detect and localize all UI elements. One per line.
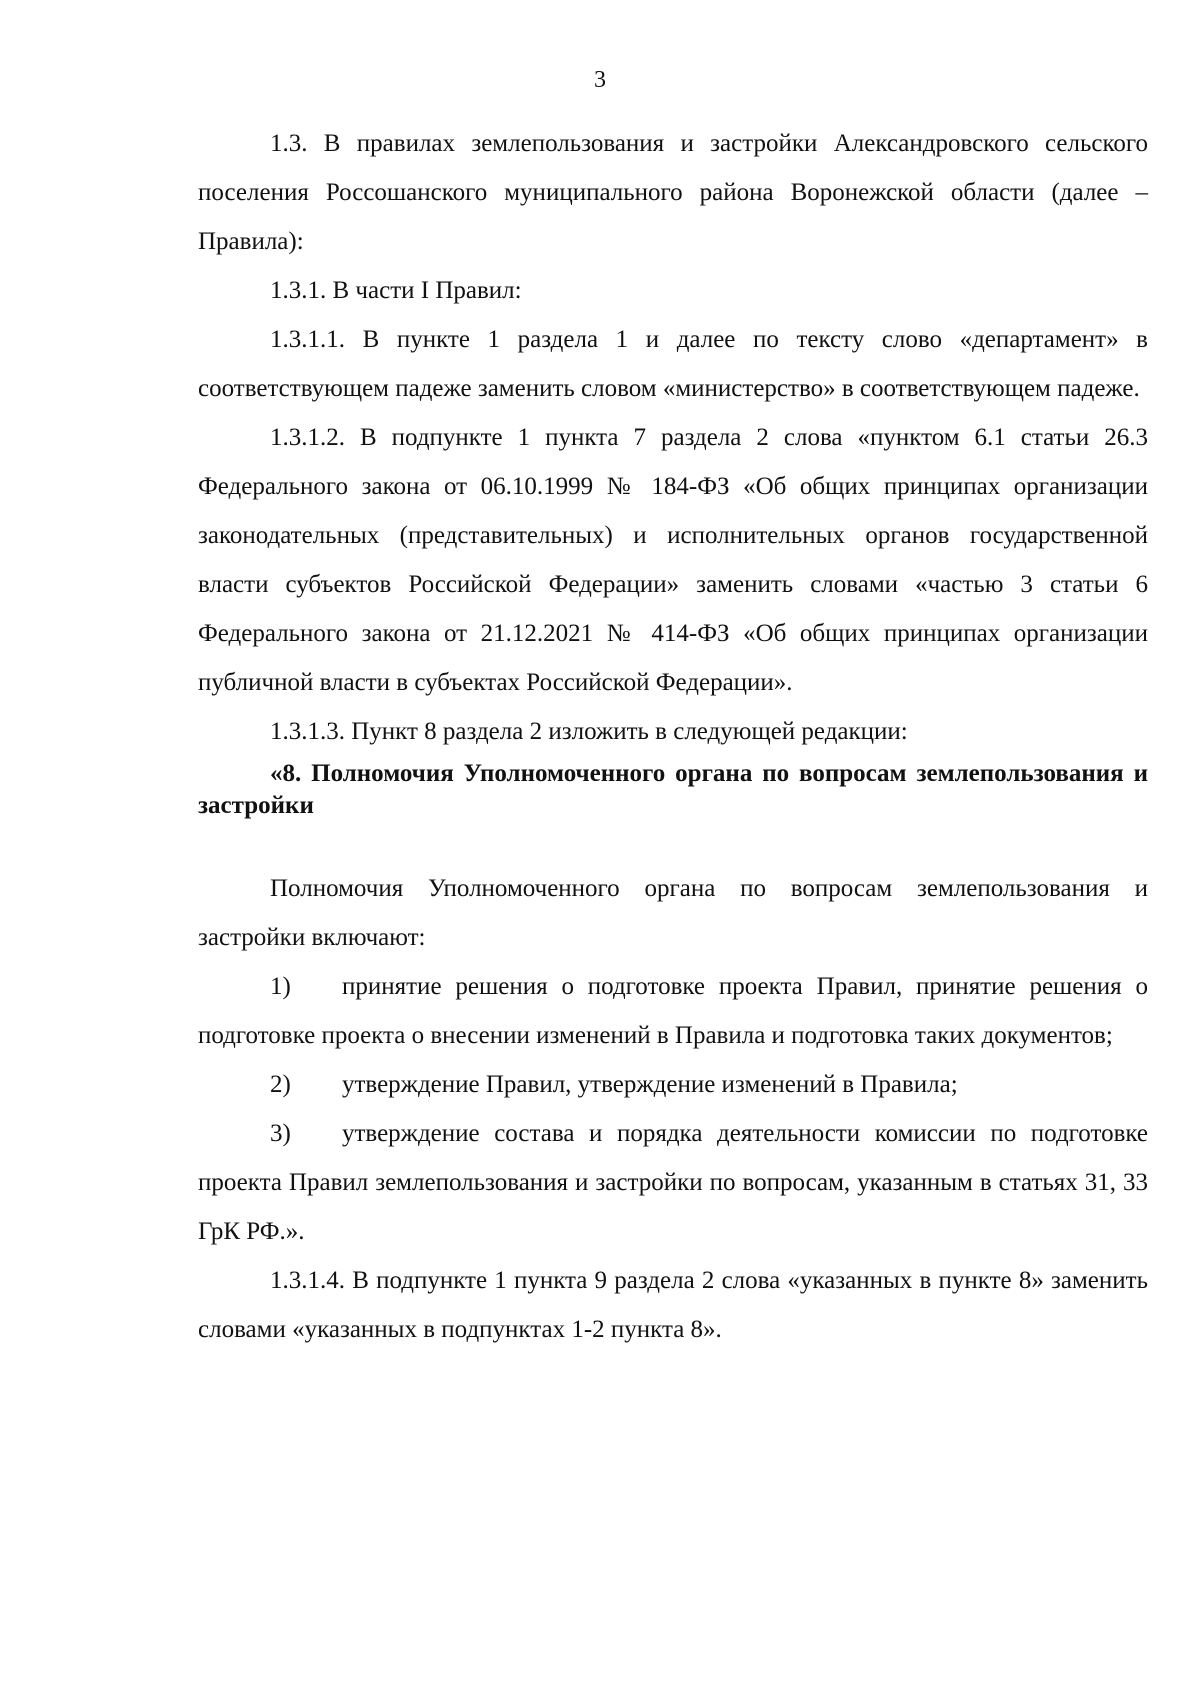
- list-item: [198, 962, 1148, 1060]
- page-number: 3: [594, 67, 606, 93]
- heading-spacer: [198, 822, 1148, 864]
- list-marker: 3): [270, 1120, 291, 1147]
- list-marker: 2): [270, 1071, 291, 1098]
- document-body: [198, 119, 1148, 1354]
- list-item: [198, 1060, 1148, 1109]
- paragraph-1-3-1-1: 1.3.1.1. В пункте 1 раздела 1 и далее по тексту слово «департамент» в соответствующем падеже заменить словом «министерство» в соответствующем падеже.: [198, 326, 1148, 402]
- paragraph-1-3-1-4: 1.3.1.4. В подпункте 1 пункта 9 раздела 2 слова «указанных в пункте 8» заменить словами «указанных в подпунктах 1-2 пункта 8».: [198, 1267, 1148, 1343]
- list-item: [198, 1109, 1148, 1256]
- list-item-text: утверждение Правил, утверждение изменений в Правила;: [342, 1071, 958, 1098]
- list-marker: 1): [270, 973, 291, 1000]
- paragraph-1-3-1-2: 1.3.1.2. В подпункте 1 пункта 7 раздела 2 слова «пунктом 6.1 статьи 26.3 Федерального закона от 06.10.1999 № 184-ФЗ «Об общих принципах организации законодательных (представительных) и исполнительных органов государственной власти субъектов Российской Федерации» заменить словами «частью 3 статьи 6 Федерального закона от 21.12.2021 № 414-ФЗ «Об общих принципах организации публичной власти в субъектах Российской Федерации».: [198, 424, 1148, 696]
- paragraph-powers-intro: Полномочия Уполномоченного органа по вопросам землепользования и застройки включают:: [198, 875, 1148, 951]
- paragraph-1-3: 1.3. В правилах землепользования и застройки Александровского сельского поселения Россошанского муниципального района Воронежской области (далее – Правила):: [198, 130, 1148, 255]
- paragraph-1-3-1: 1.3.1. В части I Правил:: [270, 277, 522, 304]
- list-item-text: принятие решения о подготовке проекта Правил, принятие решения о подготовке проекта о внесении изменений в Правила и подготовка таких документов;: [198, 973, 1148, 1049]
- paragraph-1-3-1-3: 1.3.1.3. Пункт 8 раздела 2 изложить в следующей редакции:: [270, 718, 908, 745]
- list-item-text: утверждение состава и порядка деятельности комиссии по подготовке проекта Правил землепользования и застройки по вопросам, указанным в статьях 31, 33 ГрК РФ.».: [198, 1120, 1148, 1245]
- section-heading: «8. Полномочия Уполномоченного органа по вопросам землепользования и застройки: [198, 760, 1148, 819]
